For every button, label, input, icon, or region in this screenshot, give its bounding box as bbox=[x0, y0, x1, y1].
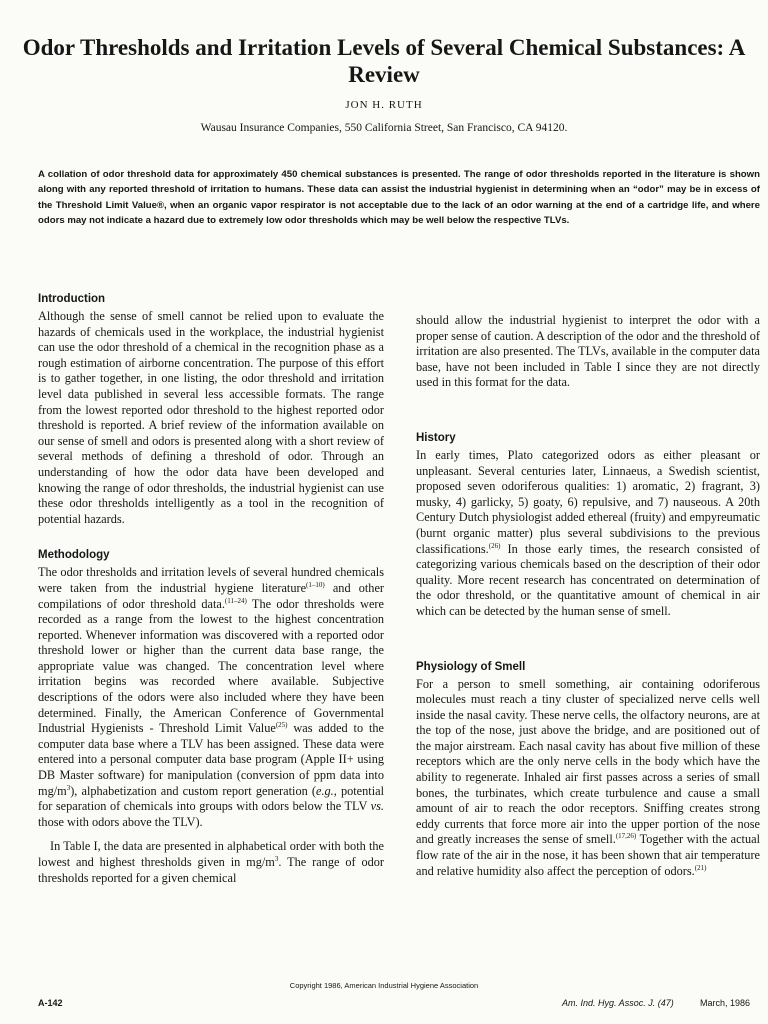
text-run: In early times, Plato categorized odors as either pleasant or unpleasant. Several centuries later, Linnaeus, a Swedish scientist, proposed seven odoriferous qualities: 1) aromatic, 2) fragrant, 3) musky, 4) garlicky, 5) goaty, 6) repulsive, and 7) nauseous. A 20th Century Dutch physiologist added ethereal (fruity) and empyreumatic (burnt organic matter) plus several subdivisions to the previous classifications. bbox=[416, 447, 760, 556]
introduction-paragraph: Although the sense of smell cannot be relied upon to evaluate the hazards of chemicals used in the workplace, the industrial hygienist can use the odor threshold of a chemical in the recognition phase as a rough estimation of airborne concentration. The purpose of this effort is to gather together, in one listing, the odor threshold and irritation level data published in several less accessible formats. The range from the lowest reported odor threshold to the highest reported odor threshold is reported. A brief review of the information available on our sense of smell and odors is presented along with a short review of several methods of defining a threshold of odor. Through an understanding of how the odor data have been developed and knowing the range of odor thresholds, the industrial hygienist can use these odor thresholds intelligently as a tool in the recognition of potential hazards. bbox=[38, 309, 384, 526]
author-affiliation: Wausau Insurance Companies, 550 California Street, San Francisco, CA 94120. bbox=[200, 122, 568, 134]
citation-ref: (11–24) bbox=[224, 596, 247, 605]
abstract: A collation of odor threshold data for approximately 450 chemical substances is presented. The range of odor thresholds reported in the literature is shown along with any reported threshold of irritation to humans. These data can assist the industrial hygienist in determining when an “odor” may be in excess of the Threshold Limit Value®, when an organic vapor respirator is not acceptable due to the lack of an odor warning at the end of a cartridge life, and where odors may not indicate a hazard due to extremely low odor thresholds which may be well below the respective TLVs. bbox=[38, 169, 760, 226]
text-run: In Table I, the data are presented in alphabetical order with both the lowest and highest thresholds given in mg/m bbox=[38, 839, 384, 869]
citation-ref: (25) bbox=[275, 721, 288, 730]
introduction-continuation: should allow the industrial hygienist to interpret the odor with a proper sense of caution. A description of the odor and the threshold of irritation are also presented. The TLVs, available in the computer data base, have not been included in Table I since they are not directly used in this format for the data. bbox=[416, 313, 760, 390]
right-column bbox=[416, 313, 760, 879]
text-run: For a person to smell something, air containing odoriferous molecules must reach a tiny cluster of specialized nerve cells well inside the nasal cavity. These nerve cells, the olfactory neurons, are at the top of the nose, just above the bridge, and are positioned out of the major airstream. Each nasal cavity has about five million of these receptors which are the only nerve cells in the body which have the ability to regenerate. Inhaled air first passes across a series of small bones, the turbinates, which create turbulence and cause a small amount of air to reach the odor receptors. Sniffing creates strong eddy currents that force more air into the upper portion of the nose and greatly increases the sense of smell. bbox=[416, 676, 760, 847]
history-paragraph bbox=[416, 448, 760, 620]
introduction-heading: Introduction bbox=[38, 293, 106, 305]
text-run: The odor thresholds were recorded as a range from the lowest to the highest concentration reported. Whenever information was discovered with a reported odor threshold lower or higher than the current data base range, the appropriate value was changed. The concentration level where irritation begins was recorded where available. Subjective descriptions of the odors were also included where they have been determined. Finally, the American Conference of Governmental Industrial Hygienists - Threshold Limit Value bbox=[38, 596, 384, 736]
italic-run: e.g. bbox=[315, 783, 334, 798]
italic-run: vs. bbox=[370, 799, 384, 814]
text-run: ), alphabetization and custom report generation ( bbox=[70, 783, 316, 798]
text-run: Together with the actual flow rate of the air in the nose, it has been shown that air temperature and relative humidity also affect the perception of odors. bbox=[416, 832, 760, 878]
citation-ref: (1–10) bbox=[306, 580, 325, 589]
citation-ref: (21) bbox=[694, 863, 707, 872]
history-heading: History bbox=[416, 431, 456, 444]
text-run: . The range of odor thresholds reported for a given chemical bbox=[38, 855, 385, 885]
citation-ref: (17,26) bbox=[615, 832, 637, 841]
superscript: 3 bbox=[274, 854, 279, 863]
superscript: 3 bbox=[66, 783, 71, 792]
page-number: A-142 bbox=[38, 998, 63, 1008]
text-run: , potential for separation of chemicals into groups with odors below the TLV bbox=[38, 783, 384, 814]
article-title: Odor Thresholds and Irritation Levels of Several Chemical Substances: A Review bbox=[22, 35, 746, 87]
copyright-line: Copyright 1986, American Industrial Hygiene Association bbox=[289, 981, 479, 990]
left-column bbox=[38, 292, 384, 886]
author-name: JON H. RUTH bbox=[345, 99, 423, 111]
methodology-paragraph-2 bbox=[38, 839, 384, 886]
text-run: was added to the computer data base where a TLV has been assigned. These data were entered into a personal computer data base program (Apple II+ using DB Master software) for manipulation (conversion of ppm data into mg/m bbox=[38, 721, 385, 798]
issue-date: March, 1986 bbox=[700, 998, 751, 1008]
text-run: and other compilations of odor threshold data. bbox=[38, 580, 384, 611]
citation-ref: (26) bbox=[488, 541, 501, 550]
text-run: The odor thresholds and irritation levels of several hundred chemicals were taken from the industrial hygiene literature bbox=[38, 565, 384, 595]
text-run: those with odors above the TLV). bbox=[38, 814, 203, 829]
physiology-paragraph bbox=[416, 677, 760, 880]
physiology-heading: Physiology of Smell bbox=[416, 660, 526, 673]
methodology-heading: Methodology bbox=[38, 549, 110, 562]
journal-citation: Am. Ind. Hyg. Assoc. J. (47) bbox=[562, 998, 674, 1008]
text-run: In those early times, the research consisted of categorizing various chemicals based on the description of their odor quality. More recent research has concentrated on determination of the odor threshold, or the quantitative amount of chemical in air which can be detected by the human sense of smell. bbox=[416, 541, 760, 618]
methodology-paragraph-1 bbox=[38, 565, 384, 830]
